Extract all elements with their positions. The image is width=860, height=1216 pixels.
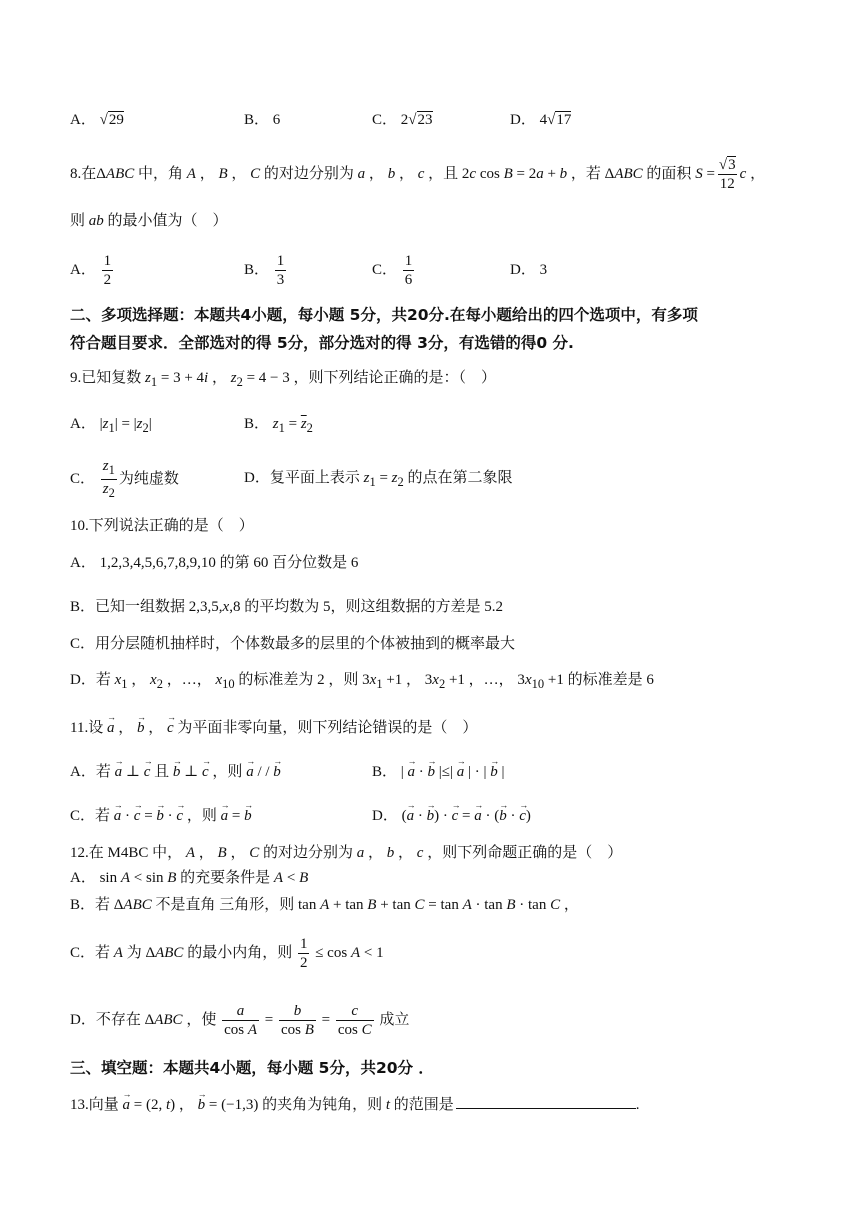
q8-stem-line1: 8.在Δ ABC 中，角 A ， B ， C 的对边分别为 a ， b ， c ，且 2 c cos B = 2 a + b ，若 Δ ABC 的面积 S = $\frac{√3}{12}$ c ， [70, 156, 766, 192]
q8-option-c: C． $\frac{1}{6}$ [372, 252, 413, 288]
q8-stem-line2: 则 ab 的最小值为（ ） [70, 213, 228, 229]
q13-answer-blank[interactable] [456, 1094, 636, 1109]
section3-heading: 三、填空题：本题共4小题，每小题 5分，共20分 ． [70, 1059, 434, 1077]
q7-option-d: D． 4√17 [510, 112, 572, 128]
q10-option-c: C．用分层随机抽样时，个体数最多的层里的个体被抽到的概率最大 [70, 636, 516, 652]
q12-option-d: D．不存在 Δ ABC ，使 $\frac{a}{\text{cos A}}$ = $\frac{b}{\text{cos B}}$ = $\frac{c}{\text{cos C}}$ 成立 [70, 1002, 410, 1038]
q9-option-a: A． $|z_1| = |z_2|$ [70, 416, 152, 435]
q10-option-b: B．已知一组数据 2,3,5,x,8 的平均数为 5，则这组数据的方差是 5.2 [70, 599, 503, 615]
q7-option-b: B． 6 [244, 112, 281, 128]
q10-option-a: A． 1,2,3,4,5,6,7,8,9,10 的第 60 百分位数是 6 [70, 555, 359, 571]
q10-option-d: D．若 $x_1$ ， $x_2$ ，…， $x_{10}$ 的标准差为 2 ，则 $3x_1 +1$ ， $3x_2 +1$ ，…， $3x_{10} +1$ 的标准差是 6 [70, 672, 654, 691]
q9-option-b: B． $z_1 = \overline{z}_2$ [244, 416, 313, 435]
q8-option-a: A． $\frac{1}{2}$ [70, 252, 112, 288]
q10-stem: 10.下列说法正确的是（ ） [70, 518, 254, 534]
q11-stem: 11.设 → a ， → b ， → c 为平面非零向量，则下列结论错误的是（ ） [70, 718, 477, 738]
q8-option-d: D． 3 [510, 262, 548, 278]
q13-stem: 13.向量 → a = (2, t) ， → b = (−1,3) 的夹角为钝角，则 t 的范围是 . [70, 1094, 640, 1115]
section2-heading-line2: 符合题目要求．全部选对的得 5分，部分选对的得 3分，有选错的得0 分. [70, 334, 574, 352]
q12-stem: 12.在 M4BC 中， A ， B ， C 的对边分别为 a ， b ， c ，则下列命题正确的是（ ） [70, 845, 623, 861]
q11-option-a: A．若 → a ⊥ → c 且 → b ⊥ → c ，则 → a / / → b [70, 762, 281, 782]
section2-heading-line1: 二、多项选择题：本题共4小题，每小题 5分，共20分.在每小题给出的四个选项中，有多项 [70, 306, 698, 324]
q12-option-a: A． sin A < sin B 的充要条件是 A < B [70, 870, 309, 886]
q8-option-b: B． $\frac{1}{3}$ [244, 252, 285, 288]
q7-option-c: C． 2√23 [372, 112, 433, 128]
q9-option-c: C． $\frac{z_1}{z_2}$ 为纯虚数 [70, 457, 179, 500]
q12-option-b: B．若 ΔABC 不是直角 三角形，则 tan A + tan B + tan C = tan A · tan B · tan C ， [70, 897, 579, 913]
q11-option-c: C．若 → a · → c = → b · → c ，则 → a = → b [70, 806, 252, 826]
q7-option-a: A． √29 [70, 112, 124, 128]
q11-option-d: D． (→ a · → b) · → c = → a · (→ b · → c) [372, 806, 531, 826]
q12-option-c: C．若 A 为 Δ ABC 的最小内角，则 $\frac{1}{2}$ ≤ cos A < 1 [70, 935, 384, 971]
q9-stem: 9.已知复数 $z_1 = 3 + 4i$ ， $z_2 = 4 - 3$ ，则下列结论正确的是：（ ） [70, 370, 496, 389]
q9-option-d: D．复平面上表示 $z_1 = z_2$ 的点在第二象限 [244, 470, 513, 489]
q11-option-b: B． | → a · → b |≤| → a | · | → b | [372, 762, 505, 782]
